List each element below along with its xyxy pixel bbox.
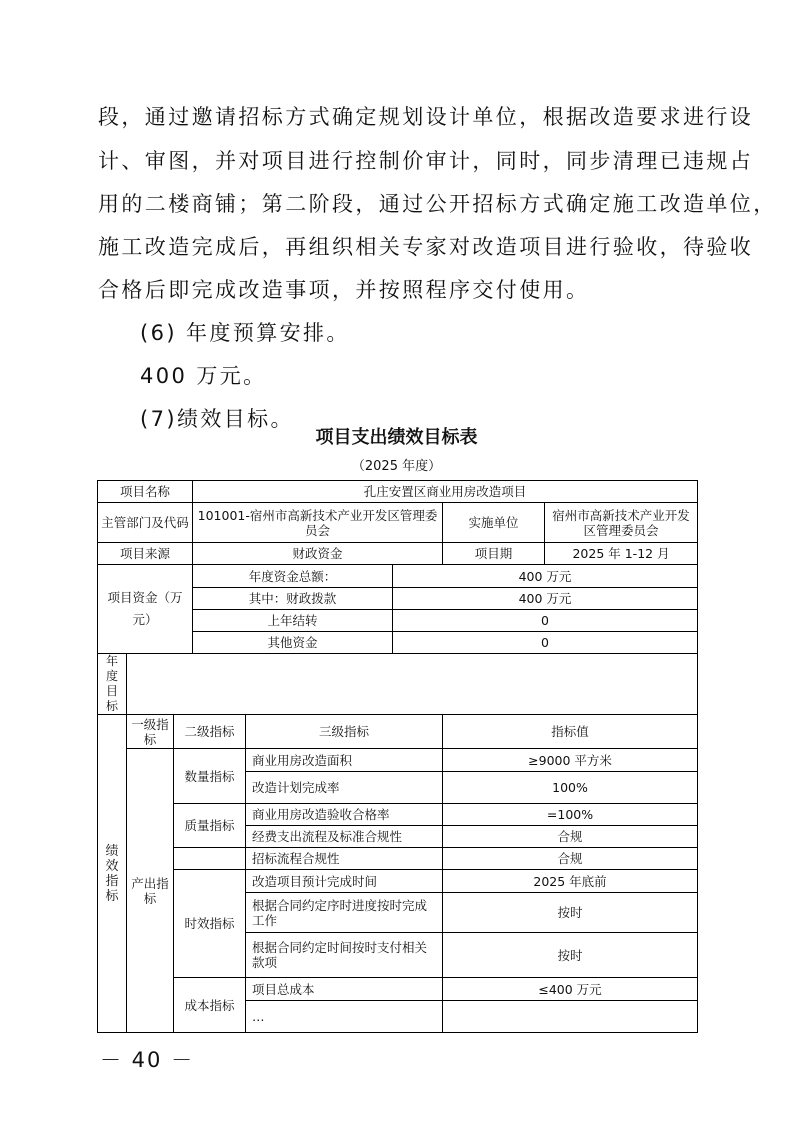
perf-label: 绩 效 指 标: [98, 715, 127, 1033]
page-number: － 40 －: [100, 1048, 195, 1072]
table-row: [98, 715, 698, 749]
dept-value: 101001-宿州市高新技术产业开发区管理委员会: [193, 503, 443, 543]
header-level3: 三级指标: [246, 715, 443, 749]
period-label: 项目期: [443, 543, 545, 565]
project-name-label: 项目名称: [98, 481, 193, 503]
value-cell: 按时: [443, 933, 698, 978]
indicator-cell: 商业用房改造验收合格率: [246, 804, 443, 826]
table-row: [98, 481, 698, 503]
fund-value: 400 万元: [393, 565, 698, 588]
indicator-cell: 改造项目预计完成时间: [246, 870, 443, 893]
indicator-cell: 根据合同约定时间按时支付相关款项: [246, 933, 443, 978]
fund-label: 上年结转: [193, 610, 393, 632]
value-cell: ≤400 万元: [443, 978, 698, 1001]
table-row: [98, 565, 698, 588]
value-cell: 按时: [443, 893, 698, 933]
item-7-title: (7)绩效目标。: [140, 407, 294, 431]
indicator-cell: 项目总成本: [246, 978, 443, 1001]
performance-table: [97, 480, 698, 1033]
period-value: 2025 年 1-12 月: [545, 543, 698, 565]
header-level2: 二级指标: [174, 715, 246, 749]
table-title: 项目支出绩效目标表: [315, 427, 478, 448]
body-line-2: 计、审图，并对项目进行控制价审计，同时，同步清理已违规占: [98, 149, 754, 173]
fund-value: 0: [393, 632, 698, 654]
timeliness-label: 时效指标: [174, 870, 246, 978]
header-value: 指标值: [443, 715, 698, 749]
impl-value: 宿州市高新技术产业开发区管理委员会: [545, 503, 698, 543]
table-row: [98, 543, 698, 565]
indicator-cell: 经费支出流程及标准合规性: [246, 826, 443, 848]
impl-label: 实施单位: [443, 503, 545, 543]
empty-cell: [174, 848, 246, 870]
table-row: [98, 503, 698, 543]
annual-goal-label: 年 度 目 标: [98, 654, 127, 715]
fund-value: 400 万元: [393, 588, 698, 610]
level1-output: 产出指标: [127, 749, 174, 1033]
body-line-5: 合格后即完成改造事项，并按照程序交付使用。: [98, 278, 590, 302]
value-cell: [443, 1001, 698, 1033]
table-row: [98, 978, 698, 1001]
item-6-value: 400 万元。: [140, 364, 267, 388]
item-6-title: (6) 年度预算安排。: [140, 321, 350, 345]
value-cell: 合规: [443, 826, 698, 848]
indicator-cell: 改造计划完成率: [246, 772, 443, 804]
body-line-1: 段，通过邀请招标方式确定规划设计单位，根据改造要求进行设: [98, 105, 754, 129]
indicator-cell: …: [246, 1001, 443, 1033]
indicator-cell: 根据合同约定序时进度按时完成工作: [246, 893, 443, 933]
fund-label: 其他资金: [193, 632, 393, 654]
quality-label: 质量指标: [174, 804, 246, 848]
fund-value: 0: [393, 610, 698, 632]
header-level1: 一级指标: [127, 715, 174, 749]
value-cell: 2025 年底前: [443, 870, 698, 893]
annual-goal-value: [127, 654, 698, 715]
indicator-cell: 招标流程合规性: [246, 848, 443, 870]
table-row: [98, 848, 698, 870]
source-label: 项目来源: [98, 543, 193, 565]
value-cell: ≥9000 平方米: [443, 749, 698, 772]
dept-label: 主管部门及代码: [98, 503, 193, 543]
value-cell: 100%: [443, 772, 698, 804]
table-row: [98, 654, 698, 715]
funds-label: 项目资金（万元）: [98, 565, 193, 654]
project-name-value: 孔庄安置区商业用房改造项目: [193, 481, 698, 503]
table-row: [98, 804, 698, 826]
quantity-label: 数量指标: [174, 749, 246, 804]
source-value: 财政资金: [193, 543, 443, 565]
body-line-3: 用的二楼商铺；第二阶段，通过公开招标方式确定施工改造单位，: [98, 192, 777, 216]
indicator-cell: 商业用房改造面积: [246, 749, 443, 772]
fund-label: 年度资金总额：: [193, 565, 393, 588]
value-cell: =100%: [443, 804, 698, 826]
table-year: （2025 年度）: [351, 459, 442, 474]
cost-label: 成本指标: [174, 978, 246, 1033]
table-row: [98, 870, 698, 893]
value-cell: 合规: [443, 848, 698, 870]
body-line-4: 施工改造完成后，再组织相关专家对改造项目进行验收，待验收: [98, 235, 754, 259]
fund-label: 其中：财政拨款: [193, 588, 393, 610]
table-row: [98, 749, 698, 772]
